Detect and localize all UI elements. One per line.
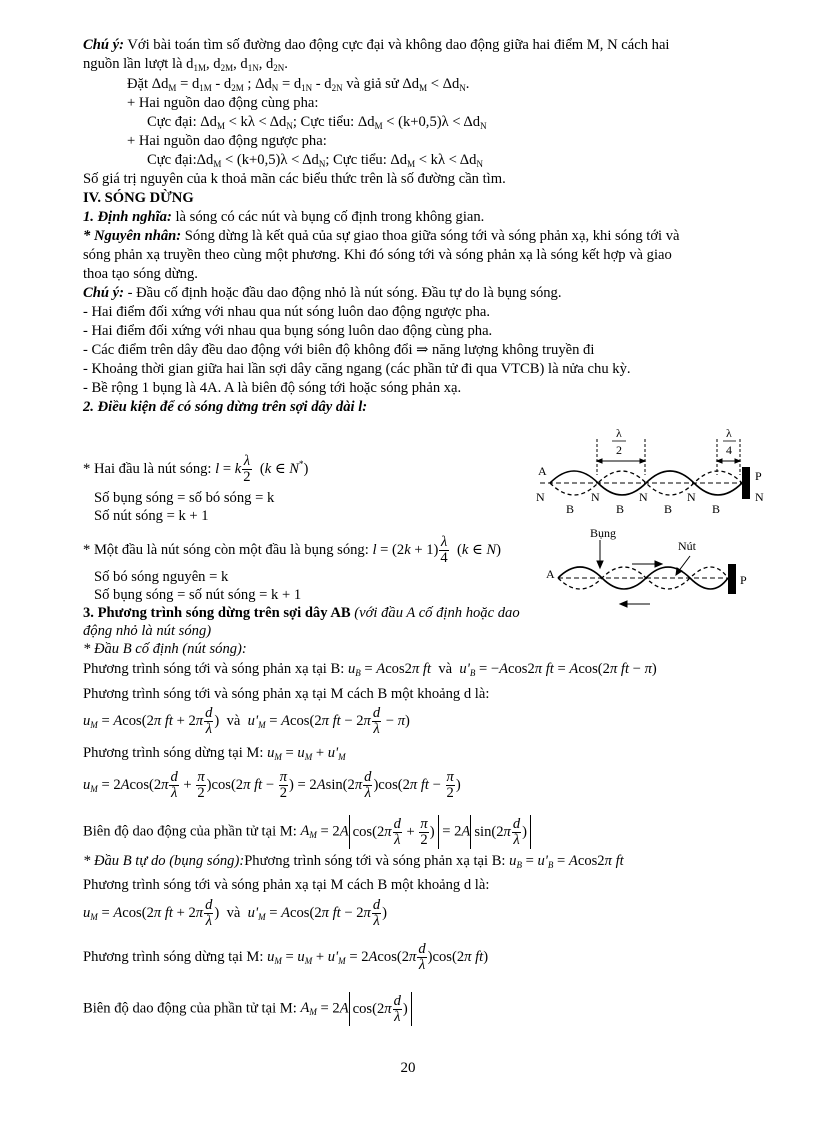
node-pointer-label: Nút: [678, 539, 696, 553]
node-label: N: [591, 490, 600, 504]
lambda-label: λ: [726, 426, 732, 440]
incident-B: Phương trình sóng tới và sóng phản xạ tại B: $u_B = Acos2\pi$ ft và $u'_B = -Acos2\pi$ ft = Acos(2π ft − π): [83, 661, 657, 678]
standing-wave-diagram-node-antinode: [540, 528, 760, 610]
free-incident-text: Phương trình sóng tới và sóng phản xạ tại B:: [244, 853, 506, 869]
equation-title-note: (với đầu A cố định hoặc dao: [354, 605, 520, 621]
note2-item: - Các điểm trên dây đều dao động với biên độ không đổi ⇒ năng lượng không truyền đi: [83, 342, 595, 358]
end-a-label: A: [538, 464, 547, 478]
node-label: N: [755, 490, 764, 504]
standing-M-text: Phương trình sóng dừng tại M:: [83, 745, 264, 761]
cause-line2: sóng phản xạ truyền theo cùng một phương. Khi đó sóng tới và sóng phản xạ là sóng kết hợp và giao: [83, 247, 672, 263]
cause-label: * Nguyên nhân:: [83, 228, 182, 244]
cause-text1: Sóng dừng là kết quả của sự giao thoa giữa sóng tới và sóng phản xạ, khi sóng tới và: [184, 228, 680, 244]
case2-a: Số bó sóng nguyên = k: [94, 569, 229, 585]
fixed-wall: [742, 467, 750, 499]
definition: [83, 208, 484, 227]
note1-same-max-text: Cực đại: Δd: [147, 114, 217, 130]
note2-label: Chú ý:: [83, 285, 124, 301]
and-word: và: [438, 661, 453, 677]
note1-line2: nguồn lần lượt là $d_{1M}$, $d_{2M}$, $d_{1N}$, $d_{2N}$.: [83, 56, 288, 73]
note2-item: - Hai điểm đối xứng với nhau qua nút sóng luôn dao động ngược pha.: [83, 304, 490, 320]
case1-b: Số nút sóng = k + 1: [94, 508, 209, 524]
end-p-label: P: [740, 573, 747, 587]
case2-b: Số bụng sóng = số nút sóng = k + 1: [94, 587, 302, 603]
case2-text: * Một đầu là nút sóng còn một đầu là bụng sóng:: [83, 541, 369, 558]
antinode-label: B: [712, 502, 721, 516]
page-number: 20: [400, 1060, 416, 1076]
and-word: và: [226, 904, 241, 921]
equation-title: [83, 604, 520, 623]
standing-wave-diagram-two-nodes: [530, 425, 770, 520]
equation-title-note2: động nhỏ là nút sóng): [83, 623, 212, 639]
free-amplitude-M: Biên độ dao động của phần tử tại M: $A_M = 2A$ cos(2π $\frac{d}{\lambda}$ ): [83, 992, 412, 1026]
node-label: N: [536, 490, 545, 504]
condition-case2: * Một đầu là nút sóng còn một đầu là bụng sóng: l = (2k + 1) $\frac{\lambda}{4}$ (k ∈ N): [83, 534, 502, 566]
note1-opp-phase: + Hai nguồn dao động ngược pha:: [127, 133, 327, 149]
note2-item: - Bề rộng 1 bụng là 4A. A là biên độ sóng tới hoặc sóng phản xạ.: [83, 380, 462, 396]
amplitude-M: Biên độ dao động của phần tử tại M: $A_M = 2A$ cos(2π $\frac{d}{\lambda}$ + $\frac{\pi}{2}$ ) = 2A sin(2π $\frac{d}{\lambda}$ ): [83, 815, 531, 849]
note2-first-text: - Đầu cố định hoặc đầu dao động nhỏ là nút sóng. Đầu tự do là bụng sóng.: [127, 285, 562, 301]
free-standing-M: Phương trình sóng dừng tại M: $u_M = u_M + u'_M = 2Acos(2\pi$ $\frac{d}{\lambda}$ )cos(2π ft): [83, 941, 489, 973]
case1-text: * Hai đầu là nút sóng:: [83, 460, 212, 477]
definition-text: là sóng có các nút và bụng cố định trong không gian.: [175, 209, 485, 225]
end-a-label: A: [546, 567, 555, 581]
note2-first: [83, 284, 562, 303]
antinode-pointer-label: Bụng: [590, 528, 617, 540]
standing-M: Phương trình sóng dừng tại M: $u_M = u_M + u'_M$: [83, 745, 346, 762]
end-p-label: P: [755, 469, 762, 483]
note1-define: Đặt $\Delta d_M = d_{1M} - d_{2M}$ ; $\Delta d_N = d_{1N} - d_{2N}$ và giả sử $\Delta d_M < \Delta d_N$.: [127, 76, 470, 93]
definition-label: 1. Định nghĩa:: [83, 209, 172, 225]
antinode-label: B: [616, 502, 625, 516]
note1-same-phase: + Hai nguồn dao động cùng pha:: [127, 95, 319, 111]
incident-B-text: Phương trình sóng tới và sóng phản xạ tại B:: [83, 661, 345, 677]
note1-text-b: nguồn lần lượt là d: [83, 56, 194, 72]
note1-define-text: Đặt Δd: [127, 76, 169, 92]
section-title: IV. SÓNG DỪNG: [83, 190, 194, 206]
antinode-label: B: [566, 502, 575, 516]
note1-line1: [83, 36, 669, 55]
four-label: 4: [726, 443, 732, 457]
note1-text-a: Với bài toán tìm số đường dao động cực đại và không dao động giữa hai điểm M, N cách hai: [127, 37, 670, 53]
note1-opp-max: Cực $đại:\Delta d_M < (k+0,5)\lambda < \Delta d_N$; Cực tiểu: $\Delta d_M < k\lambda < \Delta d_N$: [147, 152, 483, 169]
incident-M-formula: $u_M = Acos(2\pi$ ft + 2π $\frac{d}{\lambda}$ ) và $u'_M = Acos(2\pi$ ft − 2π $\frac{d}{\lambda}$ − π): [83, 705, 410, 737]
cause-line1: [83, 227, 680, 246]
fixed-end: * Đầu B cố định (nút sóng):: [83, 641, 247, 657]
incident-M: Phương trình sóng tới và sóng phản xạ tại M cách B một khoảng d là:: [83, 686, 490, 702]
free-standing-text: Phương trình sóng dừng tại M:: [83, 948, 264, 965]
note2-item: - Khoảng thời gian giữa hai lần sợi dây căng ngang (các phần tử đi qua VTCB) là nửa chu kỳ.: [83, 361, 631, 377]
free-amplitude-text: Biên độ dao động của phần tử tại M:: [83, 1000, 297, 1017]
lambda-label: λ: [616, 426, 622, 440]
node-label: N: [639, 490, 648, 504]
antinode-label: B: [664, 502, 673, 516]
amplitude-M-text: Biên độ dao động của phần tử tại M:: [83, 823, 297, 840]
case1-a: Số bụng sóng = số bó sóng = k: [94, 490, 275, 506]
note1-same-max: Cực đại: $\Delta d_M < k\lambda < \Delta d_N$; Cực tiểu: $\Delta d_M < (k+0,5)\lambda < \Delta d_N$: [147, 114, 487, 131]
note1-label: Chú ý:: [83, 37, 124, 53]
free-end-label: * Đầu B tự do (bụng sóng):: [83, 853, 245, 869]
note2-item: - Hai điểm đối xứng với nhau qua bụng sóng luôn dao động cùng pha.: [83, 323, 493, 339]
fixed-wall: [728, 564, 736, 594]
conditions-title: 2. Điều kiện để có sóng dừng trên sợi dây dài l:: [83, 399, 368, 415]
standing-M-formula: $u_M = 2Acos(2\pi$ $\frac{d}{\lambda}$ + $\frac{\pi}{2}$ )cos(2π ft − $\frac{\pi}{2}$ ) = 2Asin(2π $\frac{d}{\lambda}$ )cos(2π ft − $\frac{\pi}{2}$ ): [83, 769, 461, 801]
cause-line3: thoa tạo sóng dừng.: [83, 266, 198, 282]
and-word: và: [226, 712, 241, 729]
free-incident-M-formula: $u_M = Acos(2\pi$ ft + 2π $\frac{d}{\lambda}$ ) và $u'_M = Acos(2\pi$ ft − 2π $\frac{d}{\lambda}$ ): [83, 897, 388, 929]
equation-title-text: 3. Phương trình sóng dừng trên sợi dây AB: [83, 605, 351, 621]
condition-case1: * Hai đầu là nút sóng: l = k $\frac{\lambda}{2}$ (k ∈ N*): [83, 453, 309, 485]
node-label: N: [687, 490, 696, 504]
free-end: * Đầu B tự do (bụng sóng):Phương trình sóng tới và sóng phản xạ tại B: $u_B = u'_B = Acos2\pi$ ft: [83, 853, 624, 870]
two-label: 2: [616, 443, 622, 457]
free-incident-M: Phương trình sóng tới và sóng phản xạ tại M cách B một khoảng d là:: [83, 877, 490, 893]
note1-conclusion: Số giá trị nguyên của k thoả mãn các biểu thức trên là số đường cần tìm.: [83, 171, 506, 187]
